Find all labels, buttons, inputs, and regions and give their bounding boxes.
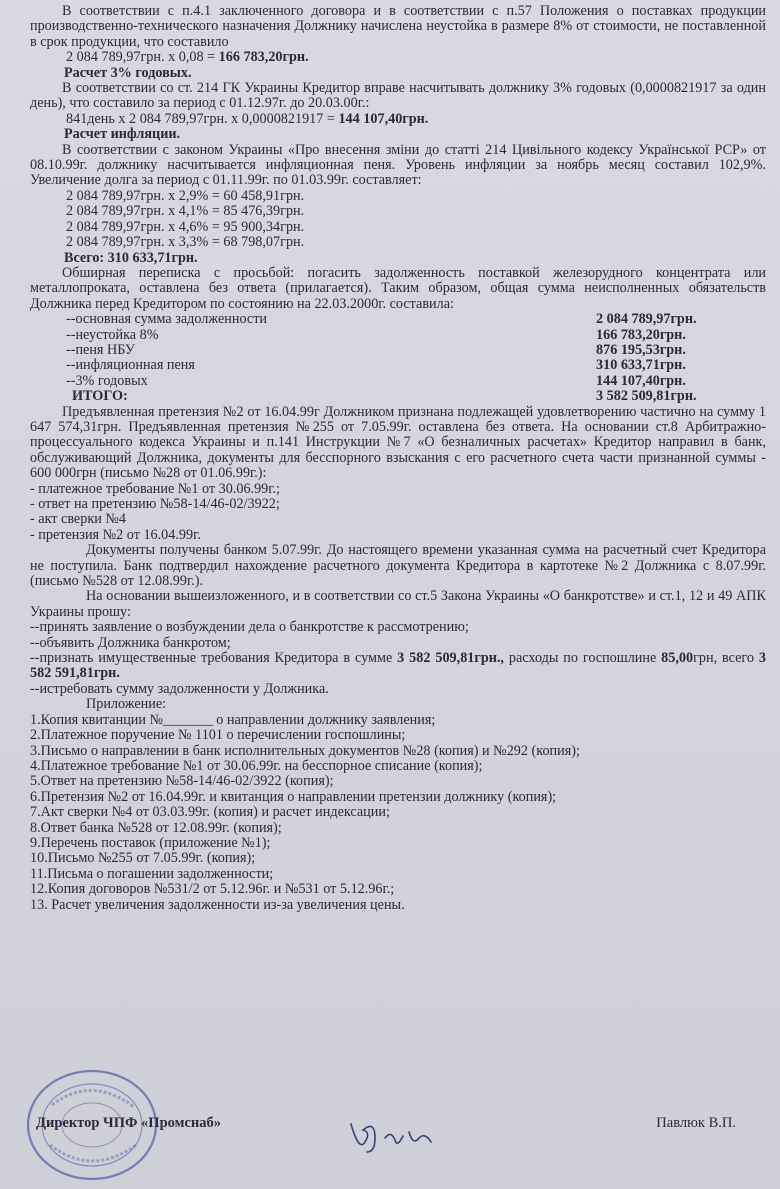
requests [30, 620, 766, 697]
appendix-item: 4.Платежное требование №1 от 30.06.99г. на бесспорное списание (копия); [30, 757, 483, 774]
claim-document: - платежное требование №1 от 30.06.99г.; [30, 480, 280, 497]
summary-row: --пеня НБУ 876 195,53грн. [66, 341, 686, 358]
inflation-paragraph: В соответствии с законом Украины «Про внесення зміни до статті 214 Цивільного кодексу Української РСР» от 08.10.99г. должнику насчитывается инфляционная пеня. Уровень инфляции за ноябрь месяц составил 102,9%. Увеличение долга за период с 01.11.99г. по 01.03.99г. составляет: [30, 141, 766, 189]
annual-3-percent-paragraph: В соответствии со ст. 214 ГК Украины Кредитор вправе насчитывать должнику 3% годовых (0,0000821917 за один день), что составило за период с 01.12.97г. до 20.03.00г.: [30, 80, 766, 112]
section-heading-inflation: Расчет инфляции. [64, 126, 181, 143]
debt-summary [30, 312, 766, 404]
penalty-calculation: 2 084 789,97грн. х 0,08 = 166 783,20грн. [66, 49, 309, 66]
claim-paragraph: Предъявленная претензия №2 от 16.04.99г Должником признана подлежащей удовлетворению частично на сумму 1 647 574,31грн. Предъявленная претензия №255 от 7.05.99г. оставлена без ответа. На основании ст.8 Арбитражно-процессуального кодекса Украины и п.141 Инструкции №7 «О безналичных расчетах» Кредитор направил в банк, обслуживающий Должника, документы для бесспорного взыскания с его расчетного счета части признанной суммы - 600 000грн (письмо №28 от 01.06.99г.): [30, 403, 766, 482]
appendix-item: 8.Ответ банка №528 от 12.08.99г. (копия); [30, 819, 282, 836]
request-item-claims: --признать имущественные требования Кредитора в сумме 3 582 509,81грн., расходы по госпошлине 85,00грн, всего 3 582 591,81грн. [30, 650, 766, 682]
request-item: --объявить Должника банкротом; [30, 634, 231, 651]
summary-row: --3% годовых 144 107,40грн. [66, 372, 686, 389]
appendix-item: 12.Копия договоров №531/2 от 5.12.96г. и №531 от 5.12.96г.; [30, 881, 395, 898]
signature-block [36, 1116, 736, 1131]
bank-paragraph: Документы получены банком 5.07.99г. До настоящего времени указанная сумма на расчетный счет Кредитора не поступила. Банк подтвердил нахождение расчетного документа Кредитора в картотеке №2 Должника с 8.07.99г. (письмо №528 от 12.08.99г.). [30, 542, 766, 590]
inflation-total: Всего: 310 633,71грн. [64, 249, 198, 266]
summary-row: --основная сумма задолженности 2 084 789,97грн. [66, 311, 697, 328]
request-item: --истребовать сумму задолженности у Должника. [30, 680, 329, 697]
inflation-line: 2 084 789,97грн. х 3,3% = 68 798,07грн. [66, 234, 305, 251]
appendix-item: 7.Акт сверки №4 от 03.03.99г. (копия) и расчет индексации; [30, 804, 390, 821]
summary-total-row: ИТОГО: 3 582 509,81грн. [72, 388, 697, 405]
summary-row: --неустойка 8% 166 783,20грн. [66, 326, 686, 343]
appendix-item: 2.Платежное поручение № 1101 о перечислении госпошлины; [30, 727, 406, 744]
intro-paragraph: В соответствии с п.4.1 заключенного договора и в соответствии с п.57 Положения о поставках продукции производственно-технического назначения Должнику начислена неустойка в размере 8% от стоимости, не поставленной в срок продукции, что составило [30, 3, 766, 50]
penalty-total: 166 783,20грн. [218, 49, 309, 66]
signer-title: Директор ЧПФ «Промснаб» [36, 1115, 222, 1131]
annual-3-percent-calculation: 841день х 2 084 789,97грн. х 0,0000821917 = 144 107,40грн. [66, 110, 429, 127]
correspondence-paragraph: Обширная переписка с просьбой: погасить задолженность поставкой железорудного концентрата или металлопроката, оставлена без ответа (прилагается). Таким образом, общая сумма неисполненных обязательств Должника перед Кредитором по состоянию на 22.03.2000г. составила: [30, 264, 766, 312]
request-item: --принять заявление о возбуждении дела о банкротстве к рассмотрению; [30, 619, 469, 636]
basis-paragraph: На основании вышеизложенного, и в соответствии со ст.5 Закона Украины «О банкротстве» и ст.1, 12 и 49 АПК Украины прошу: [30, 588, 766, 620]
inflation-line: 2 084 789,97грн. х 4,1% = 85 476,39грн. [66, 203, 305, 220]
summary-row: --инфляционная пеня 310 633,71грн. [66, 357, 686, 374]
appendix-item: 9.Перечень поставок (приложение №1); [30, 834, 271, 851]
appendix-item: 11.Письма о погашении задолженности; [30, 865, 274, 882]
claim-document: - претензия №2 от 16.04.99г. [30, 526, 201, 543]
claim-document: - ответ на претензию №58-14/46-02/3922; [30, 496, 280, 512]
appendix-title: Приложение: [86, 696, 167, 713]
appendix-item: 1.Копия квитанции №_______ о направлении должнику заявления; [30, 711, 436, 728]
appendix-list [30, 713, 766, 913]
inflation-line: 2 084 789,97грн. х 2,9% = 60 458,91грн. [66, 187, 305, 204]
inflation-lines [30, 189, 766, 251]
appendix-item: 5.Ответ на претензию №58-14/46-02/3922 (копия); [30, 773, 334, 790]
claim-documents [30, 482, 766, 544]
appendix-item: 13. Расчет увеличения задолженности из-за увеличения цены. [30, 896, 405, 913]
claim-document: - акт сверки №4 [30, 511, 126, 528]
appendix-item: 6.Претензия №2 от 16.04.99г. и квитанция о направлении претензии должнику (копия); [30, 788, 557, 805]
appendix-item: 10.Письмо №255 от 7.05.99г. (копия); [30, 850, 256, 867]
appendix-item: 3.Письмо о направлении в банк исполнительных документов №28 (копия) и №292 (копия); [30, 742, 580, 759]
annual-3-percent-total: 144 107,40грн. [338, 110, 429, 127]
inflation-line: 2 084 789,97грн. х 4,6% = 95 900,34грн. [66, 218, 305, 235]
signer-name: Павлюк В.П. [656, 1115, 736, 1131]
section-heading-3-percent: Расчет 3% годовых. [64, 64, 192, 81]
